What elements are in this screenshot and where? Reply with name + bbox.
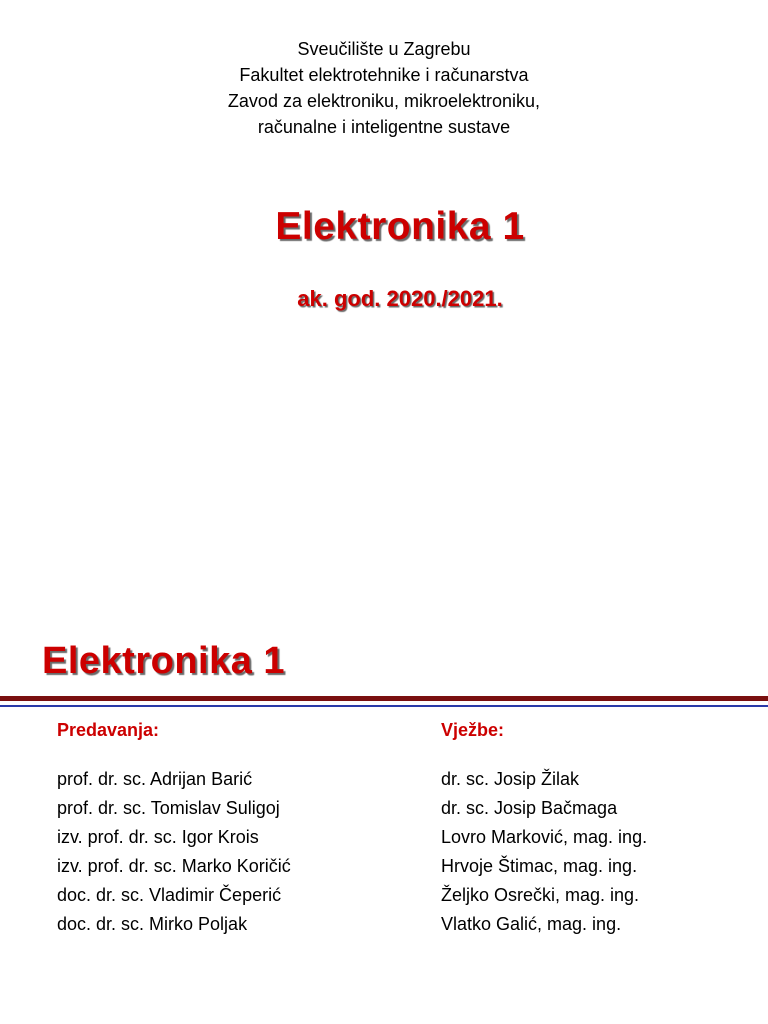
lecturer: izv. prof. dr. sc. Igor Krois [57,827,259,847]
lecturer: prof. dr. sc. Adrijan Barić [57,769,253,789]
divider-red [0,696,768,701]
lectures-column [57,717,291,939]
academic-year: ak. god. 2020./2021. [297,286,503,311]
assistant: Hrvoje Štimac, mag. ing. [441,856,638,876]
department-name-line2: računalne i inteligentne sustave [257,117,511,137]
department-name-line1: Zavod za elektroniku, mikroelektroniku, [227,91,541,111]
course-title: Elektronika 1 [275,205,525,248]
exercises-column [441,717,647,939]
slide-title: Elektronika 1 [42,640,286,682]
exercises-heading: Vježbe: [441,720,505,740]
lecturer: doc. dr. sc. Vladimir Čeperić [57,885,282,905]
assistant: Lovro Marković, mag. ing. [441,827,648,847]
lecturer: doc. dr. sc. Mirko Poljak [57,914,248,934]
assistant: Vlatko Galić, mag. ing. [441,914,622,934]
institution-block [0,36,768,140]
faculty-name: Fakultet elektrotehnike i računarstva [239,65,529,85]
assistant: dr. sc. Josip Bačmaga [441,798,618,818]
divider-blue [0,705,768,707]
lecturer: izv. prof. dr. sc. Marko Koričić [57,856,291,876]
lectures-heading: Predavanja: [57,720,160,740]
lecturer: prof. dr. sc. Tomislav Suligoj [57,798,280,818]
assistant: Željko Osrečki, mag. ing. [441,885,640,905]
university-name: Sveučilište u Zagrebu [297,39,471,59]
assistant: dr. sc. Josip Žilak [441,769,580,789]
